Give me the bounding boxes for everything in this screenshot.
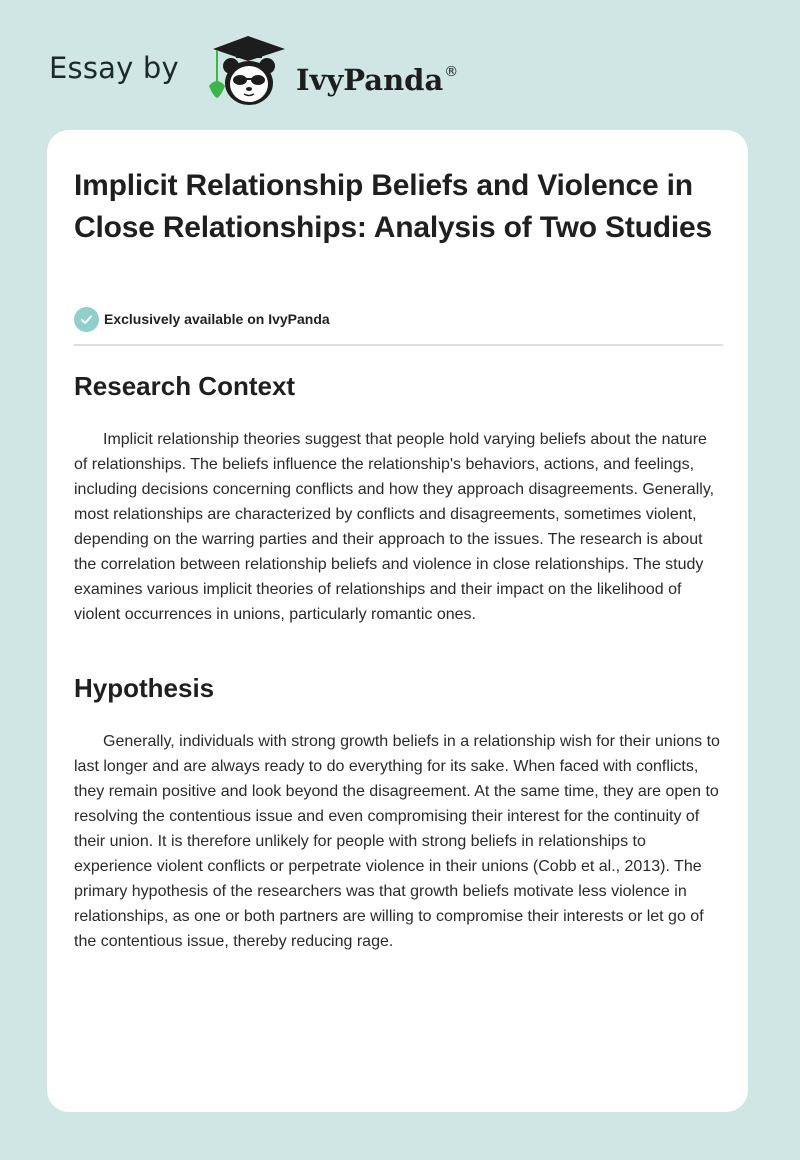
check-circle-icon (74, 307, 99, 332)
section-paragraph-research-context: Implicit relationship theories suggest that people hold varying beliefs about the nature of relationships. The beliefs influence the relationship's behaviors, actions, and feelings, including decisions concerning conflicts and how they approach disagreements. Generally, most relationships are characterized by conflicts and disagreements, sometimes violent, depending on the warring parties and their approach to the issues. The research is about the correlation between relationship beliefs and violence in close relationships. The study examines various implicit theories of relationships and their impact on the likelihood of violent occurrences in unions, particularly romantic ones. (74, 431, 715, 623)
divider (74, 344, 723, 346)
panda-graduate-icon[interactable] (203, 36, 293, 108)
section-heading-hypothesis: Hypothesis (74, 673, 215, 703)
article-title: Implicit Relationship Beliefs and Violence in Close Relationships: Analysis of Two Studies (74, 169, 712, 244)
section-paragraph-hypothesis: Generally, individuals with strong growth beliefs in a relationship wish for their unions to last longer and are always ready to do everything for its sake. When faced with conflicts, they remain positive and look beyond the disagreement. At the same time, they are open to resolving the contentious issue and even compromising their interest for the continuity of their union. It is therefore unlikely for people with strong beliefs in relationships to experience violent conflicts or perpetrate violence in their unions (Cobb et al., 2013). The primary hypothesis of the researchers was that growth beliefs motivate less violence in relationships, as one or both partners are willing to compromise their interests or let go of the contentious issue, thereby reducing rage. (74, 733, 720, 950)
exclusive-badge (74, 306, 330, 332)
brand-name[interactable]: IvyPanda® (296, 63, 459, 97)
essay-by-label: Essay by (49, 51, 179, 85)
section-heading-research-context: Research Context (74, 371, 296, 401)
exclusive-badge-text: Exclusively available on IvyPanda (104, 311, 330, 327)
article-card (47, 130, 748, 1112)
site-header (0, 0, 800, 130)
